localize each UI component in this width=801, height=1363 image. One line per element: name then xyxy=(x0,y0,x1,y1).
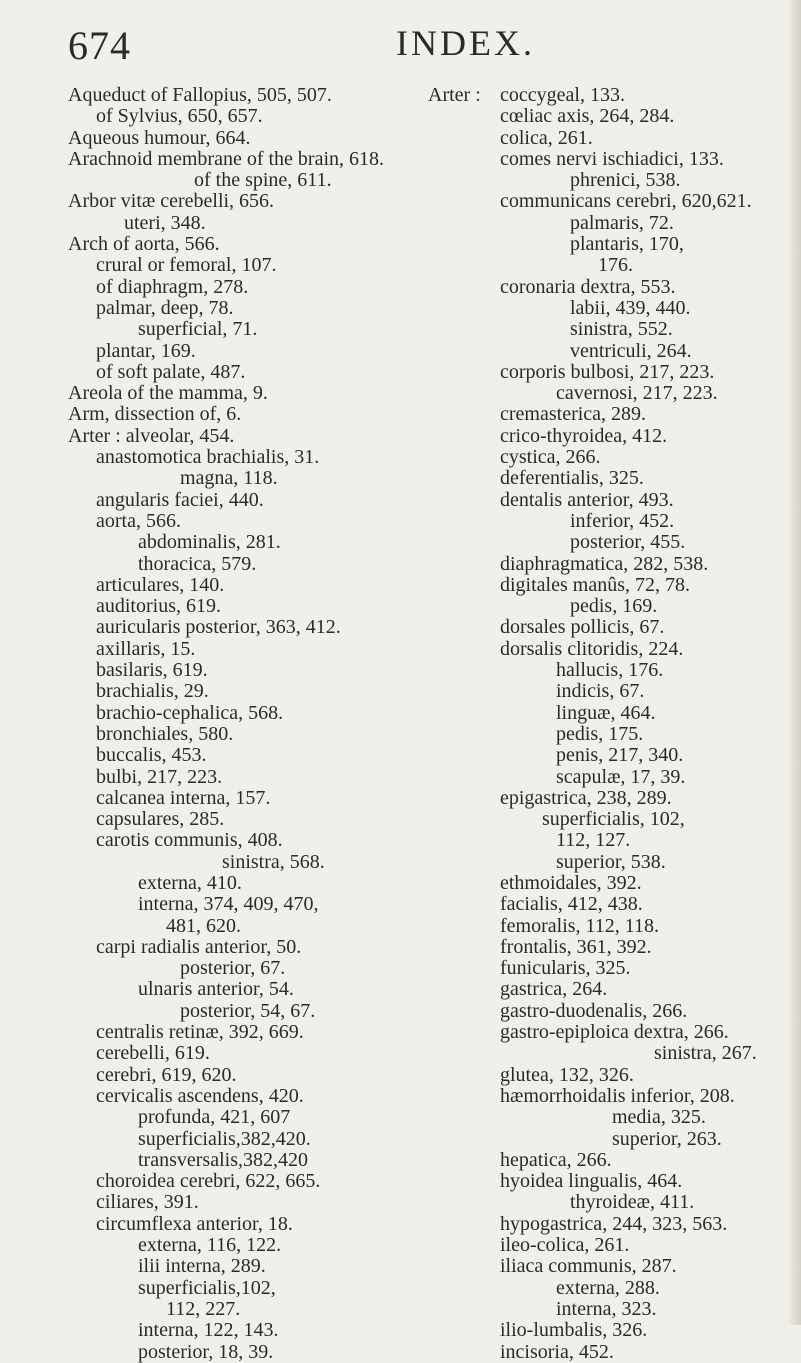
entry-text: posterior, 18, 39. xyxy=(138,1340,274,1363)
index-entry xyxy=(428,894,788,915)
entry-text: inferior, 452. xyxy=(570,509,675,532)
index-entry xyxy=(68,1107,420,1128)
index-entry xyxy=(68,745,420,766)
index-entry xyxy=(68,149,420,170)
index-entry xyxy=(68,383,420,404)
index-entry xyxy=(428,319,788,340)
index-entry xyxy=(428,958,788,979)
entry-text: profunda, 421, 607 xyxy=(138,1106,291,1129)
index-entry xyxy=(428,809,788,830)
left-column xyxy=(68,85,420,1363)
index-entry xyxy=(68,255,420,276)
entry-text: transversalis,382,420 xyxy=(138,1148,308,1171)
entry-text: superior, 263. xyxy=(612,1127,722,1150)
entry-text: comes nervi ischiadici, 133. xyxy=(500,147,724,170)
entry-text: sinistra, 552. xyxy=(570,318,673,341)
index-entry xyxy=(428,1299,788,1320)
entry-text: gastro-epiploica dextra, 266. xyxy=(500,1021,729,1044)
index-entry xyxy=(68,298,420,319)
index-entry xyxy=(68,979,420,1000)
entry-text: 176. xyxy=(598,254,633,277)
entry-text: calcanea interna, 157. xyxy=(96,786,271,809)
entry-text: Arch of aorta, 566. xyxy=(68,233,220,256)
index-entry xyxy=(428,532,788,553)
entry-text: hallucis, 176. xyxy=(556,659,664,682)
entry-text: of soft palate, 487. xyxy=(96,360,246,383)
index-entry xyxy=(428,1192,788,1213)
index-entry xyxy=(68,809,420,830)
entry-text: Arm, dissection of, 6. xyxy=(68,403,242,426)
entry-text: superficialis,102, xyxy=(138,1276,276,1299)
index-entry xyxy=(428,745,788,766)
index-entry xyxy=(68,703,420,724)
index-entry xyxy=(428,1256,788,1277)
entry-text: Arachnoid membrane of the brain, 618. xyxy=(68,147,385,170)
index-entry xyxy=(68,1043,420,1064)
index-entry xyxy=(68,362,420,383)
index-entry xyxy=(68,468,420,489)
index-entry xyxy=(68,213,420,234)
entry-text: 112, 227. xyxy=(166,1297,241,1320)
entry-text: posterior, 54, 67. xyxy=(180,999,316,1022)
index-entry xyxy=(68,788,420,809)
entry-text: funicularis, 325. xyxy=(500,957,631,980)
entry-text: cœliac axis, 264, 284. xyxy=(500,105,675,128)
index-entry xyxy=(68,1192,420,1213)
index-entry xyxy=(68,1214,420,1235)
entry-text: of Sylvius, 650, 657. xyxy=(96,105,263,128)
entry-text: ethmoidales, 392. xyxy=(500,871,642,894)
entry-text: externa, 116, 122. xyxy=(138,1234,282,1257)
entry-text: capsulares, 285. xyxy=(96,808,225,831)
entry-text: superior, 538. xyxy=(556,850,666,873)
index-entry xyxy=(428,468,788,489)
index-entry xyxy=(68,639,420,660)
index-entry xyxy=(428,1320,788,1341)
entry-text: posterior, 455. xyxy=(570,531,686,554)
index-entry xyxy=(428,426,788,447)
index-entry xyxy=(428,213,788,234)
index-entry xyxy=(428,1001,788,1022)
entry-text: hæmorrhoidalis inferior, 208. xyxy=(500,1084,735,1107)
index-entry xyxy=(68,447,420,468)
index-entry xyxy=(68,85,420,106)
entry-lead-label: Arter : xyxy=(428,84,481,106)
entry-text: auricularis posterior, 363, 412. xyxy=(96,616,341,639)
index-entry xyxy=(68,660,420,681)
entry-text: femoralis, 112, 118. xyxy=(500,914,660,937)
entry-text: deferentialis, 325. xyxy=(500,467,644,490)
entry-text: carotis communis, 408. xyxy=(96,829,283,852)
entry-text: ventriculi, 264. xyxy=(570,339,692,362)
index-entry xyxy=(68,319,420,340)
entry-text: choroidea cerebri, 622, 665. xyxy=(96,1170,321,1193)
entry-text: plantar, 169. xyxy=(96,339,196,362)
entry-text: buccalis, 453. xyxy=(96,744,207,767)
entry-text: crico-thyroidea, 412. xyxy=(500,424,668,447)
index-entry xyxy=(428,873,788,894)
index-entry xyxy=(68,170,420,191)
entry-text: Aqueous humour, 664. xyxy=(68,126,251,149)
entry-text: thoracica, 579. xyxy=(138,552,257,575)
index-entry xyxy=(428,404,788,425)
entry-text: axillaris, 15. xyxy=(96,637,196,660)
index-entry xyxy=(428,852,788,873)
index-entry xyxy=(428,511,788,532)
entry-text: media, 325. xyxy=(612,1106,706,1129)
entry-text: digitales manûs, 72, 78. xyxy=(500,573,690,596)
index-entry xyxy=(68,1065,420,1086)
index-entry xyxy=(68,1022,420,1043)
index-entry xyxy=(428,191,788,212)
index-entry xyxy=(428,128,788,149)
entry-text: interna, 323. xyxy=(556,1297,657,1320)
index-entry xyxy=(68,830,420,851)
index-entry xyxy=(68,724,420,745)
entry-text: linguæ, 464. xyxy=(556,701,656,724)
entry-text: hepatica, 266. xyxy=(500,1148,612,1171)
index-entry xyxy=(68,681,420,702)
index-entry xyxy=(68,1086,420,1107)
entry-text: bronchiales, 580. xyxy=(96,722,234,745)
entry-text: frontalis, 361, 392. xyxy=(500,935,652,958)
index-entry xyxy=(428,1150,788,1171)
entry-text: cremasterica, 289. xyxy=(500,403,647,426)
entry-text: magna, 118. xyxy=(180,467,278,490)
entry-text: carpi radialis anterior, 50. xyxy=(96,935,302,958)
index-entry xyxy=(428,575,788,596)
entry-text: aorta, 566. xyxy=(96,509,181,532)
entry-text: gastro-duodenalis, 266. xyxy=(500,999,688,1022)
entry-text: anastomotica brachialis, 31. xyxy=(96,446,320,469)
index-entry xyxy=(68,1278,420,1299)
index-entry xyxy=(68,277,420,298)
index-entry xyxy=(428,617,788,638)
entry-text: facialis, 412, 438. xyxy=(500,893,643,916)
index-entry xyxy=(68,1150,420,1171)
index-entry xyxy=(68,234,420,255)
entry-text: hypogastrica, 244, 323, 563. xyxy=(500,1212,728,1235)
entry-text: bulbi, 217, 223. xyxy=(96,765,223,788)
index-entry xyxy=(428,234,788,255)
entry-text: hyoidea lingualis, 464. xyxy=(500,1170,683,1193)
entry-text: pedis, 175. xyxy=(556,722,644,745)
index-entry xyxy=(428,788,788,809)
index-entry xyxy=(428,447,788,468)
index-entry xyxy=(428,830,788,851)
index-entry xyxy=(68,617,420,638)
entry-text: dorsalis clitoridis, 224. xyxy=(500,637,684,660)
entry-text: corporis bulbosi, 217, 223. xyxy=(500,360,715,383)
entry-text: cystica, 266. xyxy=(500,446,601,469)
index-entry xyxy=(68,852,420,873)
index-entry xyxy=(68,575,420,596)
entry-text: 112, 127. xyxy=(556,829,631,852)
index-entry xyxy=(68,1129,420,1150)
index-entry xyxy=(428,639,788,660)
entry-text: Aqueduct of Fallopius, 505, 507. xyxy=(68,84,332,106)
page-edge-shadow xyxy=(787,0,801,1325)
index-entry xyxy=(428,703,788,724)
entry-text: penis, 217, 340. xyxy=(556,744,684,767)
index-entry xyxy=(428,1278,788,1299)
entry-text: of the spine, 611. xyxy=(194,169,332,192)
index-entry xyxy=(68,1342,420,1363)
index-entry xyxy=(68,958,420,979)
entry-text: Arbor vitæ cerebelli, 656. xyxy=(68,190,275,213)
index-entry xyxy=(428,1171,788,1192)
entry-text: brachio-cephalica, 568. xyxy=(96,701,284,724)
index-entry xyxy=(68,511,420,532)
index-entry xyxy=(428,1086,788,1107)
index-entry xyxy=(68,404,420,425)
entry-text: articulares, 140. xyxy=(96,573,225,596)
entry-text: superficialis, 102, xyxy=(542,808,685,831)
page-title: INDEX. xyxy=(396,23,535,63)
entry-text: circumflexa anterior, 18. xyxy=(96,1212,293,1235)
entry-text: superficialis,382,420. xyxy=(138,1127,311,1150)
entry-text: palmar, deep, 78. xyxy=(96,296,234,319)
entry-text: sinistra, 568. xyxy=(222,850,325,873)
entry-text: labii, 439, 440. xyxy=(570,296,691,319)
index-entry xyxy=(428,362,788,383)
entry-text: glutea, 132, 326. xyxy=(500,1063,634,1086)
index-entry xyxy=(428,1043,788,1064)
entry-text: superficial, 71. xyxy=(138,318,258,341)
entry-text: interna, 374, 409, 470, xyxy=(138,893,319,916)
index-entry xyxy=(428,979,788,1000)
index-entry xyxy=(428,85,788,106)
index-entry xyxy=(68,1235,420,1256)
entry-text: cavernosi, 217, 223. xyxy=(556,382,718,405)
entry-text: centralis retinæ, 392, 669. xyxy=(96,1021,304,1044)
entry-text: dorsales pollicis, 67. xyxy=(500,616,665,639)
index-entry xyxy=(68,426,420,447)
index-entry xyxy=(428,1214,788,1235)
entry-text: gastrica, 264. xyxy=(500,978,608,1001)
index-entry xyxy=(428,681,788,702)
index-entry xyxy=(68,596,420,617)
entry-text: of diaphragm, 278. xyxy=(96,275,249,298)
index-entry xyxy=(68,1320,420,1341)
index-entry xyxy=(68,916,420,937)
index-entry xyxy=(428,1235,788,1256)
entry-text: ileo-colica, 261. xyxy=(500,1234,630,1257)
entry-text: palmaris, 72. xyxy=(570,211,674,234)
entry-text: abdominalis, 281. xyxy=(138,531,281,554)
entry-text: iliaca communis, 287. xyxy=(500,1255,677,1278)
entry-text: basilaris, 619. xyxy=(96,659,208,682)
index-entry xyxy=(68,1001,420,1022)
entry-text: 481, 620. xyxy=(166,914,241,937)
index-entry xyxy=(68,106,420,127)
entry-text: ilio-lumbalis, 326. xyxy=(500,1319,648,1342)
index-entry xyxy=(68,894,420,915)
index-entry xyxy=(68,191,420,212)
index-entry xyxy=(428,277,788,298)
index-entry xyxy=(68,1256,420,1277)
entry-text: coccygeal, 133. xyxy=(500,84,625,106)
entry-text: posterior, 67. xyxy=(180,957,286,980)
index-entry xyxy=(68,1299,420,1320)
entry-text: incisoria, 452. xyxy=(500,1340,614,1363)
index-entry xyxy=(68,128,420,149)
entry-text: indicis, 67. xyxy=(556,680,645,703)
entry-text: communicans cerebri, 620,621. xyxy=(500,190,752,213)
index-entry xyxy=(428,149,788,170)
index-entry xyxy=(428,937,788,958)
index-entry xyxy=(428,170,788,191)
index-entry xyxy=(428,767,788,788)
entry-text: ulnaris anterior, 54. xyxy=(138,978,294,1001)
index-entry xyxy=(428,1107,788,1128)
entry-text: cervicalis ascendens, 420. xyxy=(96,1084,304,1107)
entry-text: interna, 122, 143. xyxy=(138,1319,279,1342)
entry-text: sinistra, 267. xyxy=(654,1042,757,1065)
page-number: 674 xyxy=(68,23,131,68)
index-entry xyxy=(428,341,788,362)
index-entry xyxy=(428,660,788,681)
index-entry xyxy=(428,1065,788,1086)
entry-text: ilii interna, 289. xyxy=(138,1255,266,1278)
index-entry xyxy=(428,383,788,404)
index-entry xyxy=(68,873,420,894)
entry-text: diaphragmatica, 282, 538. xyxy=(500,552,709,575)
index-entry xyxy=(428,298,788,319)
index-entry xyxy=(428,1342,788,1363)
index-entry xyxy=(428,255,788,276)
index-entry xyxy=(428,106,788,127)
entry-text: externa, 288. xyxy=(556,1276,660,1299)
index-entry xyxy=(428,916,788,937)
index-entry xyxy=(428,490,788,511)
index-entry xyxy=(428,1022,788,1043)
entry-text: uteri, 348. xyxy=(124,211,206,234)
index-entry xyxy=(68,937,420,958)
entry-text: Areola of the mamma, 9. xyxy=(68,382,268,405)
entry-text: colica, 261. xyxy=(500,126,593,149)
entry-text: thyroideæ, 411. xyxy=(570,1191,695,1214)
index-entry xyxy=(68,1171,420,1192)
entry-text: ciliares, 391. xyxy=(96,1191,199,1214)
entry-text: epigastrica, 238, 289. xyxy=(500,786,672,809)
entry-text: coronaria dextra, 553. xyxy=(500,275,676,298)
entry-text: dentalis anterior, 493. xyxy=(500,488,674,511)
index-entry xyxy=(428,596,788,617)
entry-text: pedis, 169. xyxy=(570,595,658,618)
index-entry xyxy=(68,341,420,362)
entry-text: cerebri, 619, 620. xyxy=(96,1063,237,1086)
entry-text: phrenici, 538. xyxy=(570,169,681,192)
index-entry xyxy=(68,490,420,511)
index-entry xyxy=(428,1129,788,1150)
index-entry xyxy=(428,724,788,745)
entry-text: brachialis, 29. xyxy=(96,680,209,703)
index-entry xyxy=(68,554,420,575)
right-column xyxy=(428,85,788,1363)
entry-text: scapulæ, 17, 39. xyxy=(556,765,686,788)
entry-text: crural or femoral, 107. xyxy=(96,254,277,277)
entry-text: externa, 410. xyxy=(138,871,242,894)
entry-text: auditorius, 619. xyxy=(96,595,221,618)
entry-text: Arter : alveolar, 454. xyxy=(68,424,235,447)
entry-text: cerebelli, 619. xyxy=(96,1042,210,1065)
index-entry xyxy=(68,767,420,788)
entry-text: plantaris, 170, xyxy=(570,233,684,256)
index-entry xyxy=(428,554,788,575)
entry-text: angularis faciei, 440. xyxy=(96,488,264,511)
index-entry xyxy=(68,532,420,553)
